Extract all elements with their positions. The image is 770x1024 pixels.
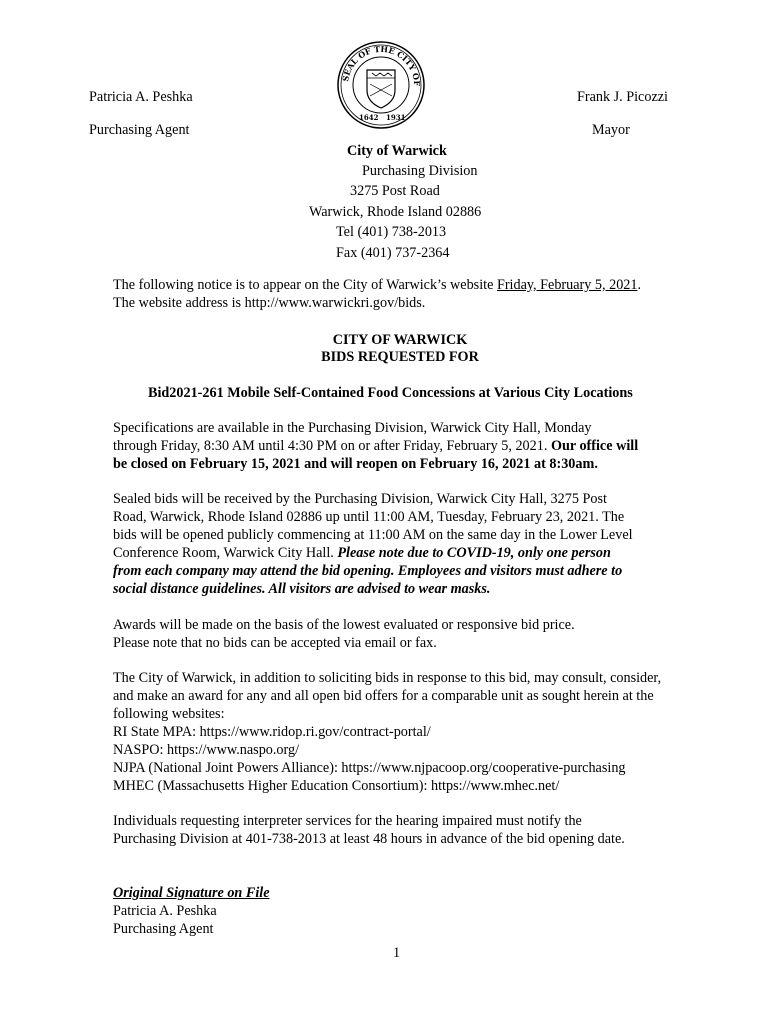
bid-title: Bid2021-261 Mobile Self-Contained Food Concessions at Various City Locations [148, 385, 633, 401]
specifications-paragraph: Specifications are available in the Purchasing Division, Warwick City Hall, Monday through Friday, 8:30 AM until 4:30 PM on or after Friday, February 5, 2021. Our office will be closed on February 15, 2021 and will reopen on February 16, 2021 at 8:30am. [113, 419, 693, 473]
header-right-title: Mayor [592, 122, 630, 138]
address-city: Warwick, Rhode Island 02886 [309, 204, 482, 220]
site-mhec: MHEC (Massachusetts Higher Education Consortium): https://www.mhec.net/ [113, 778, 560, 794]
svg-text:1642: 1642 [359, 113, 379, 122]
interpreter-paragraph: Individuals requesting interpreter services for the hearing impaired must notify the Purchasing Division at 401-738-2013 at least 48 hours in advance of the bid opening date. [113, 813, 625, 847]
consult-paragraph: The City of Warwick, in addition to soliciting bids in response to this bid, may consult, consider, and make an award for any and all open bid offers for a comparable unit as sought herein at the following websites: RI State MPA: https://www.ridop.ri.gov/contract-portal/ NASPO: https://www.naspo.org/ NJPA (National Joint Powers Alliance): https://www.njpacoop.org/cooperative-purchasing MHEC (Massachusetts Higher Education Consortium): https://www.mhec.net/ [113, 669, 693, 795]
svg-text:SEAL OF THE CITY OF WARWICK: SEAL OF THE CITY OF [340, 43, 423, 87]
city-seal-logo [336, 40, 426, 130]
notice-date: Friday, February 5, 2021 [496, 277, 638, 293]
address-division: Purchasing Division [362, 163, 478, 179]
site-ri-state-mpa: RI State MPA: https://www.ridop.ri.gov/contract-portal/ [113, 724, 431, 740]
notice-paragraph: The following notice is to appear on the City of Warwick’s website Friday, February 5, 2021. The website address is http://www.warwickri.gov/bids. [113, 276, 693, 312]
signature-name: Patricia A. Peshka [113, 903, 217, 919]
sealed-bids-paragraph: Sealed bids will be received by the Purchasing Division, Warwick City Hall, 3275 Post Road, Warwick, Rhode Island 02886 up until 11:00 AM, Tuesday, February 23, 2021. The bids will be opened publicly commencing at 11:00 AM on the same day in the Lower Level Conference Room, Warwick City Hall. Please note due to COVID-19, only one person from each company may attend the bid opening. Employees and visitors must adhere to social distance guidelines. All visitors are advised to wear masks. [113, 491, 633, 597]
address-street: 3275 Post Road [350, 183, 440, 199]
notice-website-line: The website address is http://www.warwickri.gov/bids. [113, 295, 426, 311]
awards-paragraph: Awards will be made on the basis of the lowest evaluated or responsive bid price. Please note that no bids can be accepted via email or fax. [113, 617, 575, 651]
svg-text:1931: 1931 [386, 113, 406, 122]
site-njpa: NJPA (National Joint Powers Alliance): https://www.njpacoop.org/cooperative-purchasing [113, 760, 626, 776]
header-left-name: Patricia A. Peshka [89, 89, 193, 105]
address-tel: Tel (401) 738-2013 [336, 224, 447, 240]
page-number: 1 [393, 945, 401, 961]
address-fax: Fax (401) 737-2364 [336, 245, 450, 261]
heading-bids-requested: BIDS REQUESTED FOR [321, 349, 479, 365]
signature-title: Purchasing Agent [113, 921, 214, 937]
site-naspo: NASPO: https://www.naspo.org/ [113, 742, 300, 758]
office-closed-notice: be closed on February 15, 2021 and will reopen on February 16, 2021 at 8:30am. [113, 456, 598, 472]
signature-block [113, 884, 693, 938]
header-right-name: Frank J. Picozzi [576, 89, 668, 105]
signature-label: Original Signature on File [113, 885, 270, 901]
notice-line1-text: The following notice is to appear on the City of Warwick’s website [113, 277, 497, 293]
covid-notice: Please note due to COVID-19, only one person [337, 545, 611, 561]
header-left-title: Purchasing Agent [89, 122, 190, 138]
heading-city: CITY OF WARWICK [332, 332, 468, 348]
address-org: City of Warwick [347, 143, 447, 159]
